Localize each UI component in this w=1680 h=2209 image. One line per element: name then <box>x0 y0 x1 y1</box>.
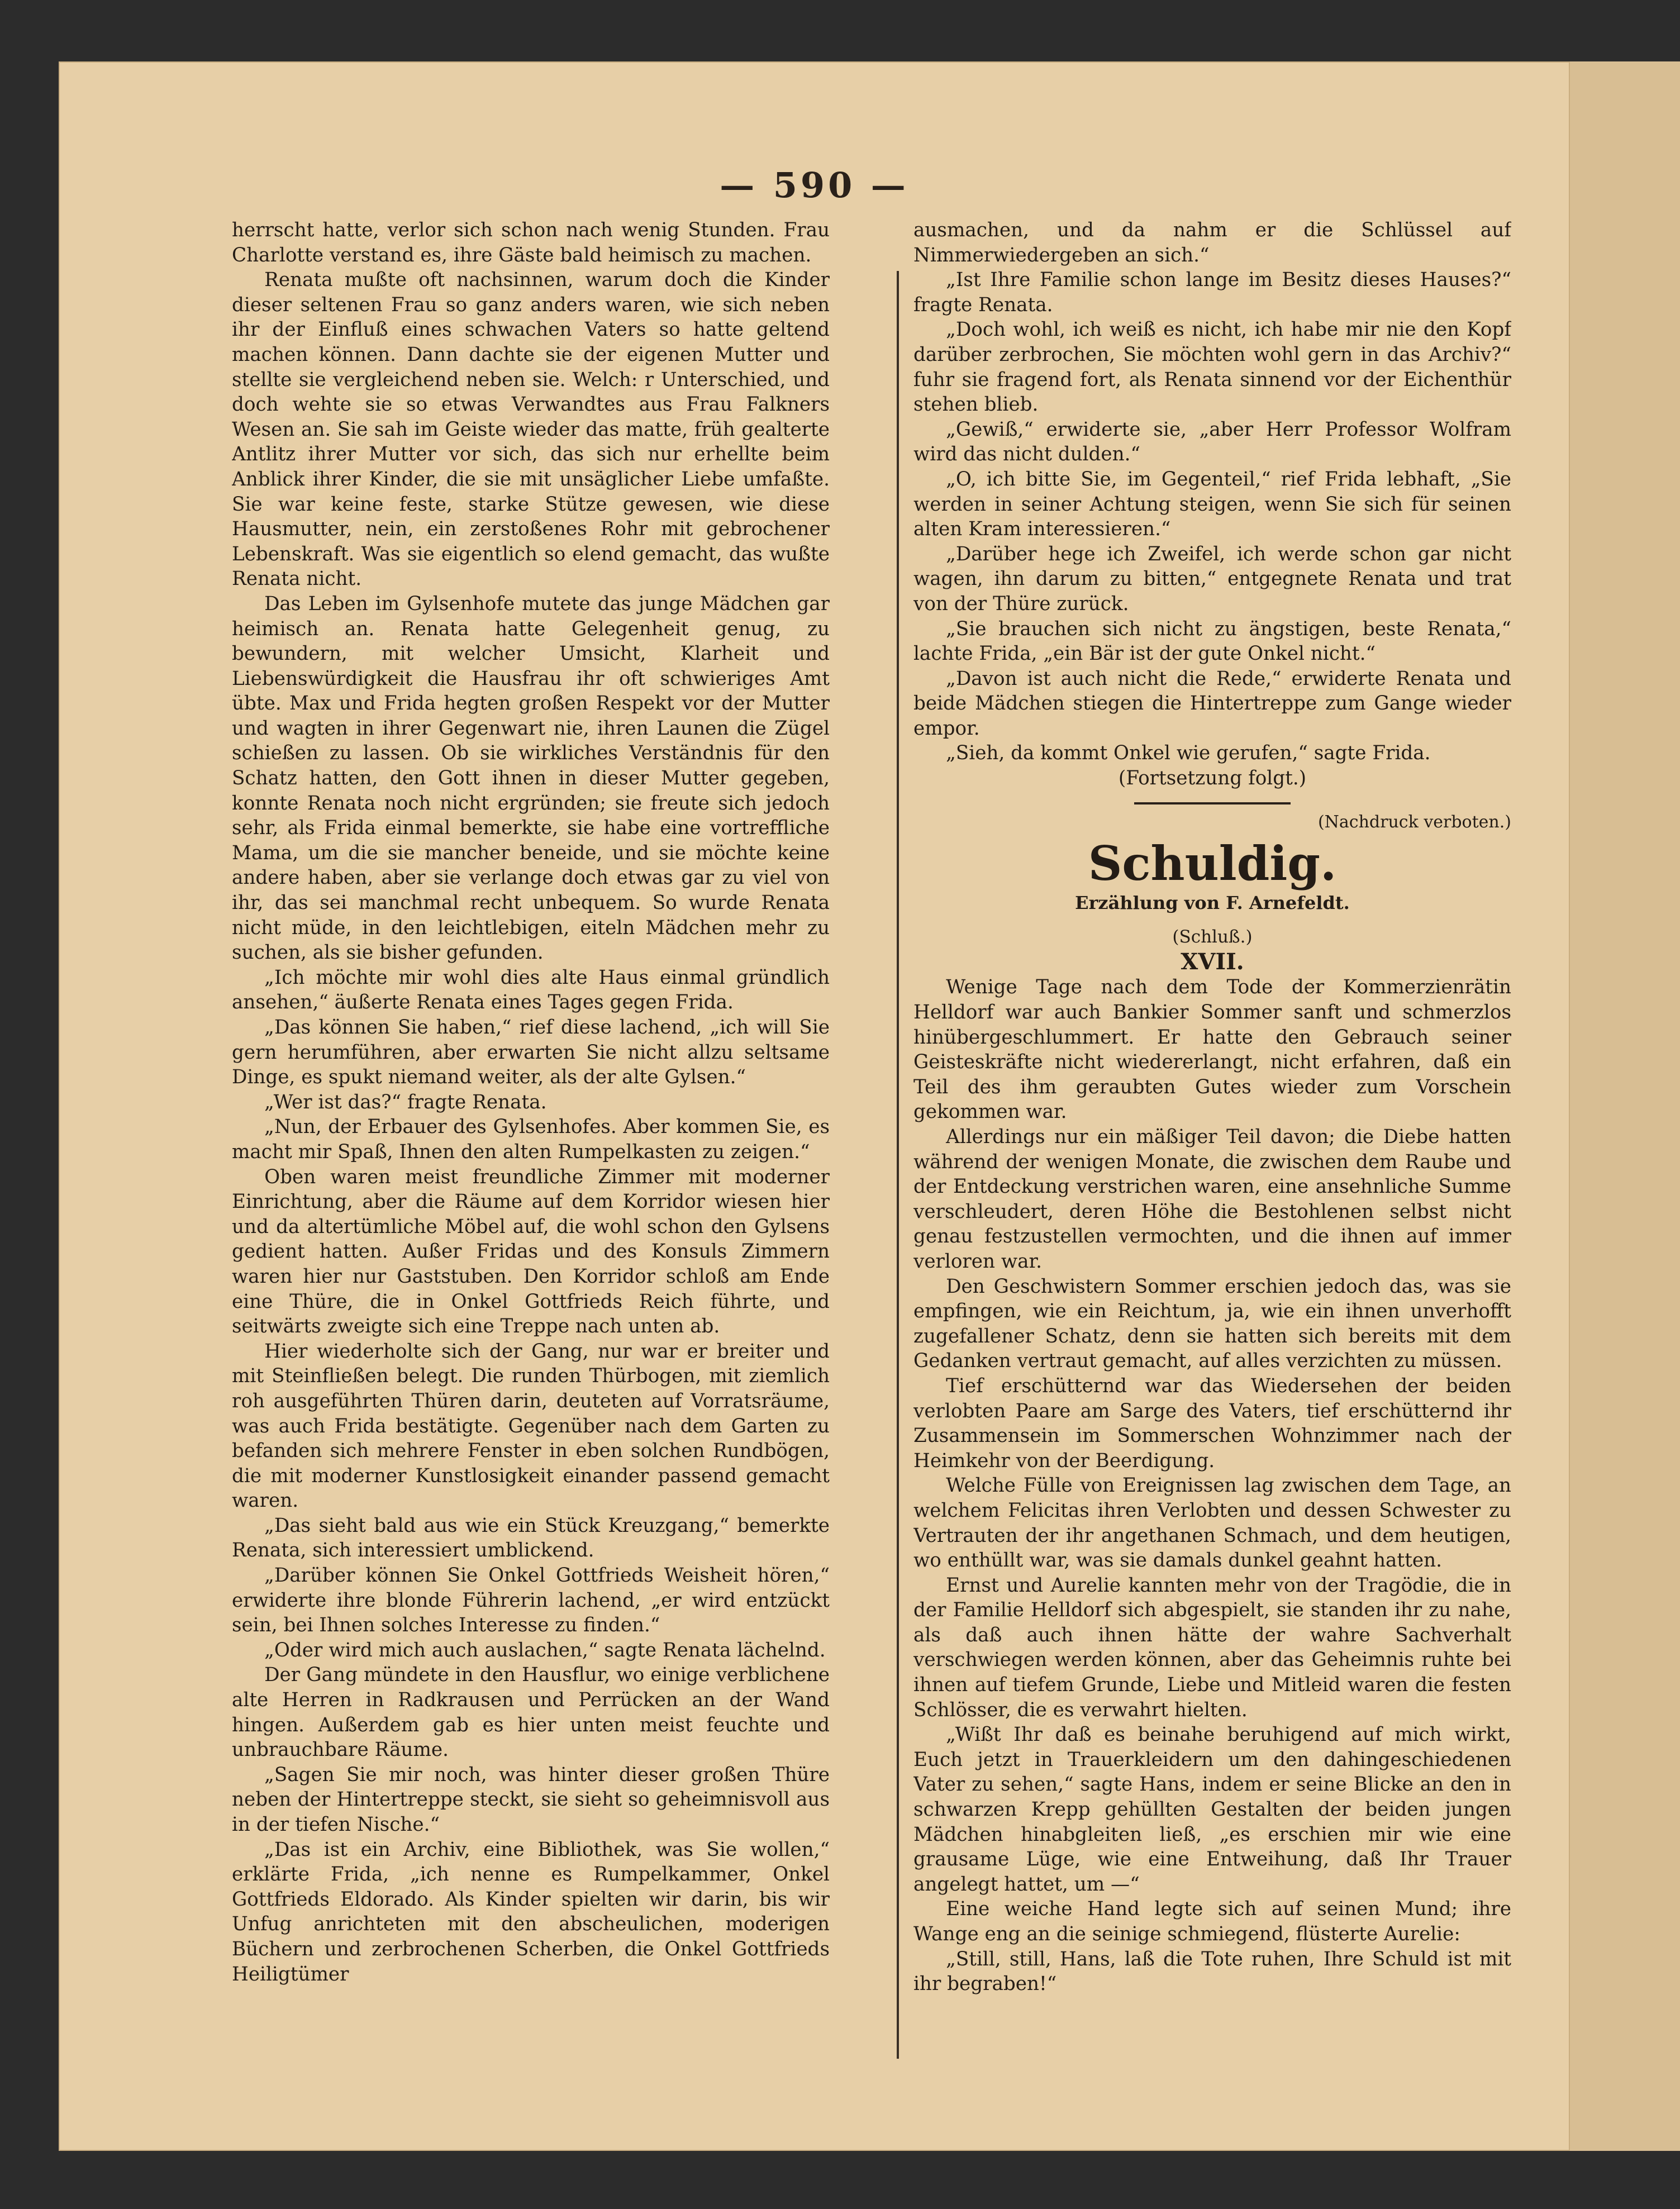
newspaper-page <box>59 61 1570 2151</box>
paragraph: „Wer ist das?“ fragte Renata. <box>264 1091 547 1113</box>
paragraph: „Darüber hege ich Zweifel, ich werde schon gar nicht wagen, ihn darum zu bitten,“ entgegnete Renata und trat von der Thüre zurück. <box>913 542 1511 615</box>
story-title: Schuldig. <box>1088 836 1337 892</box>
paragraph: „Oder wird mich auch auslachen,“ sagte Renata lächelnd. <box>264 1639 826 1661</box>
paragraph: Oben waren meist freundliche Zimmer mit moderner Einrichtung, aber die Räume auf dem Korridor wiesen hier und da altertümliche Möbel auf, die wohl schon den Gylsens gedient hatten. Außer Fridas und des Konsuls Zimmern waren hier nur Gaststuben. Den Korridor schloß am Ende eine Thüre, die in Onkel Gottfrieds Reich führte, und seitwärts zweigte sich eine Treppe nach unten ab. <box>232 1165 830 1338</box>
adjacent-page-edge <box>1562 61 1680 2151</box>
paragraph: Hier wiederholte sich der Gang, nur war er breiter und mit Steinfließen belegt. Die runden Thürbogen, mit ziemlich roh ausgeführten Thüren darin, deuteten auf Vorratsräume, was auch Frida bestätigte. Gegenüber nach dem Garten zu befanden sich mehrere Fenster in eben solchen Rundbögen, die mit moderner Kunstlosigkeit einander passend gemacht waren. <box>232 1340 830 1512</box>
paragraph: Ernst und Aurelie kannten mehr von der Tragödie, die in der Familie Helldorf sich abgespielt, sie standen ihr zu nahe, als daß auch ihnen hätte der wahre Sachverhalt verschwiegen werden können, aber das Geheimnis ruhte bei ihnen auf tiefem Grunde, Liebe und Mitleid waren die festen Schlösser, die es verwahrt hielten. <box>913 1574 1511 1721</box>
right-column <box>913 218 1511 2073</box>
continued-note: (Fortsetzung folgt.) <box>1118 767 1307 790</box>
conclusion-note: (Schluß.) <box>1172 926 1253 947</box>
page-number: — 590 — <box>720 165 909 206</box>
paragraph: „Davon ist auch nicht die Rede,“ erwiderte Renata und beide Mädchen stiegen die Hintertreppe zum Gange wieder empor. <box>913 667 1511 740</box>
story-text <box>913 975 1511 1996</box>
section-separator <box>1134 802 1291 804</box>
reprint-note: (Nachdruck verboten.) <box>1317 812 1511 832</box>
paragraph: „Still, still, Hans, laß die Tote ruhen, Ihre Schuld ist mit ihr begraben!“ <box>913 1948 1511 1996</box>
paragraph: „Das können Sie haben,“ rief diese lachend, „ich will Sie gern herumführen, aber erwarten Sie nicht allzu seltsame Dinge, es spukt niemand weiter, als der alte Gylsen.“ <box>232 1016 830 1089</box>
paragraph: „Das ist ein Archiv, eine Bibliothek, was Sie wollen,“ erklärte Frida, „ich nenne es Rumpelkammer, Onkel Gottfrieds Eldorado. Als Kinder spielten wir darin, bis wir Unfug anrichteten mit den abscheulichen, moderigen Büchern und zerbrochenen Scherben, die Onkel Gottfrieds Heiligtümer <box>232 1838 830 1986</box>
paragraph: „Darüber können Sie Onkel Gottfrieds Weisheit hören,“ erwiderte ihre blonde Führerin lachend, „er wird entzückt sein, bei Ihnen solches Interesse zu finden.“ <box>232 1564 830 1637</box>
paragraph: Renata mußte oft nachsinnen, warum doch die Kinder dieser seltenen Frau so ganz anders waren, wie sich neben ihr der Einfluß eines schwachen Vaters so hatte geltend machen können. Dann dachte sie der eigenen Mutter und stellte sie vergleichend neben sie. Welch: r Unterschied, und doch wehte sie so etwas Verwandtes aus Frau Falkners Wesen an. Sie sah im Geiste wieder das matte, früh gealterte Antlitz ihrer Mutter vor sich, das sich nur erhellte beim Anblick ihrer Kinder, die sie mit unsäglicher Liebe umfaßte. Sie war keine feste, starke Stütze gewesen, wie diese Hausmutter, nein, ein zerstoßenes Rohr mit gebrochener Lebenskraft. Was sie eigentlich so elend gemacht, das wußte Renata nicht. <box>232 269 830 591</box>
paragraph: herrscht hatte, verlor sich schon nach wenig Stunden. Frau Charlotte verstand es, ihre Gäste bald heimisch zu machen. <box>232 219 830 266</box>
right-column-continuation <box>913 218 1511 766</box>
paragraph: Welche Fülle von Ereignissen lag zwischen dem Tage, an welchem Felicitas ihren Verlobten und dessen Schwester zu Vertrauten der ihr angethanen Schmach, und dem heutigen, wo enthüllt war, was sie damals dunkel geahnt hatten. <box>913 1474 1511 1572</box>
paragraph: „Sieh, da kommt Onkel wie gerufen,“ sagte Frida. <box>946 742 1431 765</box>
paragraph: Allerdings nur ein mäßiger Teil davon; die Diebe hatten während der wenigen Monate, die zwischen dem Raube und der Entdeckung verstrichen waren, eine ansehnliche Summe verschleudert, deren Höhe die Bestohlenen selbst nicht genau festzustellen vermochten, und die ihnen auf immer verloren war. <box>913 1126 1511 1273</box>
paragraph: „Das sieht bald aus wie ein Stück Kreuzgang,“ bemerkte Renata, sich interessiert umblickend. <box>232 1514 830 1562</box>
chapter-number: XVII. <box>1181 949 1244 975</box>
paragraph: „O, ich bitte Sie, im Gegenteil,“ rief Frida lebhaft, „Sie werden in seiner Achtung steigen, wenn Sie sich für seinen alten Kram interessieren.“ <box>913 468 1511 541</box>
paragraph: Tief erschütternd war das Wiedersehen der beiden verlobten Paare am Sarge des Vaters, tief erschütternd ihr Zusammensein im Sommerschen Wohnzimmer nach der Heimkehr von der Beerdigung. <box>913 1374 1511 1472</box>
left-column <box>232 218 830 2073</box>
column-divider <box>897 271 899 2059</box>
paragraph: „Nun, der Erbauer des Gylsenhofes. Aber kommen Sie, es macht mir Spaß, Ihnen den alten Rumpelkasten zu zeigen.“ <box>232 1116 830 1163</box>
story-byline: Erzählung von F. Arnefeldt. <box>1075 892 1350 914</box>
paragraph: Wenige Tage nach dem Tode der Kommerzienrätin Helldorf war auch Bankier Sommer sanft und schmerzlos hinübergeschlummert. Er hatte den Gebrauch seiner Geisteskräfte nicht wiedererlangt, nicht erfahren, daß ein Teil des ihm geraubten Gutes wieder zum Vorschein gekommen war. <box>913 976 1511 1123</box>
paragraph: Den Geschwistern Sommer erschien jedoch das, was sie empfingen, wie ein Reichtum, ja, wie ein ihnen unverhofft zugefallener Schatz, denn sie hatten sich bereits mit dem Gedanken vertraut gemacht, auf alles verzichten zu müssen. <box>913 1275 1511 1373</box>
paragraph: „Gewiß,“ erwiderte sie, „aber Herr Professor Wolfram wird das nicht dulden.“ <box>913 418 1511 466</box>
paragraph: ausmachen, und da nahm er die Schlüssel auf Nimmerwiedergeben an sich.“ <box>913 219 1511 266</box>
paragraph: „Sie brauchen sich nicht zu ängstigen, beste Renata,“ lachte Frida, „ein Bär ist der gute Onkel nicht.“ <box>913 617 1511 665</box>
paragraph: „Doch wohl, ich weiß es nicht, ich habe mir nie den Kopf darüber zerbrochen, Sie möchten wohl gern in das Archiv?“ fuhr sie fragend fort, als Renata sinnend vor der Eichenthür stehen blieb. <box>913 318 1511 416</box>
paragraph: Der Gang mündete in den Hausflur, wo einige verblichene alte Herren in Radkrausen und Perrücken an der Wand hingen. Außerdem gab es hier unten meist feuchte und unbrauchbare Räume. <box>232 1664 830 1762</box>
paragraph: „Ist Ihre Familie schon lange im Besitz dieses Hauses?“ fragte Renata. <box>913 269 1511 316</box>
paragraph: Das Leben im Gylsenhofe mutete das junge Mädchen gar heimisch an. Renata hatte Gelegenheit genug, zu bewundern, mit welcher Umsicht, Klarheit und Liebenswürdigkeit die Hausfrau ihr oft schwieriges Amt übte. Max und Frida hegten großen Respekt vor der Mutter und wagten in ihrer Gegenwart nie, ihren Launen die Zügel schießen zu lassen. Ob sie wirkliches Verständnis für den Schatz hatten, den Gott ihnen in dieser Mutter gegeben, konnte Renata noch nicht ergründen; sie freute sich jedoch sehr, als Frida einmal bemerkte, sie habe eine vortreffliche Mama, um die sie mancher beneide, und sie möchte keine andere haben, aber sie verlange doch etwas gar zu viel von ihr, das sei manchmal recht unbequem. So wurde Renata nicht müde, in den leichtlebigen, eiteln Mädchen mehr zu suchen, als sie bisher gefunden. <box>232 592 830 964</box>
paragraph: „Wißt Ihr daß es beinahe beruhigend auf mich wirkt, Euch jetzt in Trauerkleidern um den dahingeschiedenen Vater zu sehen,“ sagte Hans, indem er seine Blicke an den in schwarzen Krepp gehüllten Gestalten der beiden jungen Mädchen hinabgleiten ließ, „es erschien mir wie eine grausame Lüge, wie eine Entweihung, daß Ihr Trauer angelegt hattet, um —“ <box>913 1724 1511 1896</box>
paragraph: „Sagen Sie mir noch, was hinter dieser großen Thüre neben der Hintertreppe steckt, sie sieht so geheimnisvoll aus in der tiefen Nische.“ <box>232 1763 830 1836</box>
paragraph: Eine weiche Hand legte sich auf seinen Mund; ihre Wange eng an die seinige schmiegend, flüsterte Aurelie: <box>913 1898 1511 1945</box>
paragraph: „Ich möchte mir wohl dies alte Haus einmal gründlich ansehen,“ äußerte Renata eines Tages gegen Frida. <box>232 966 830 1014</box>
